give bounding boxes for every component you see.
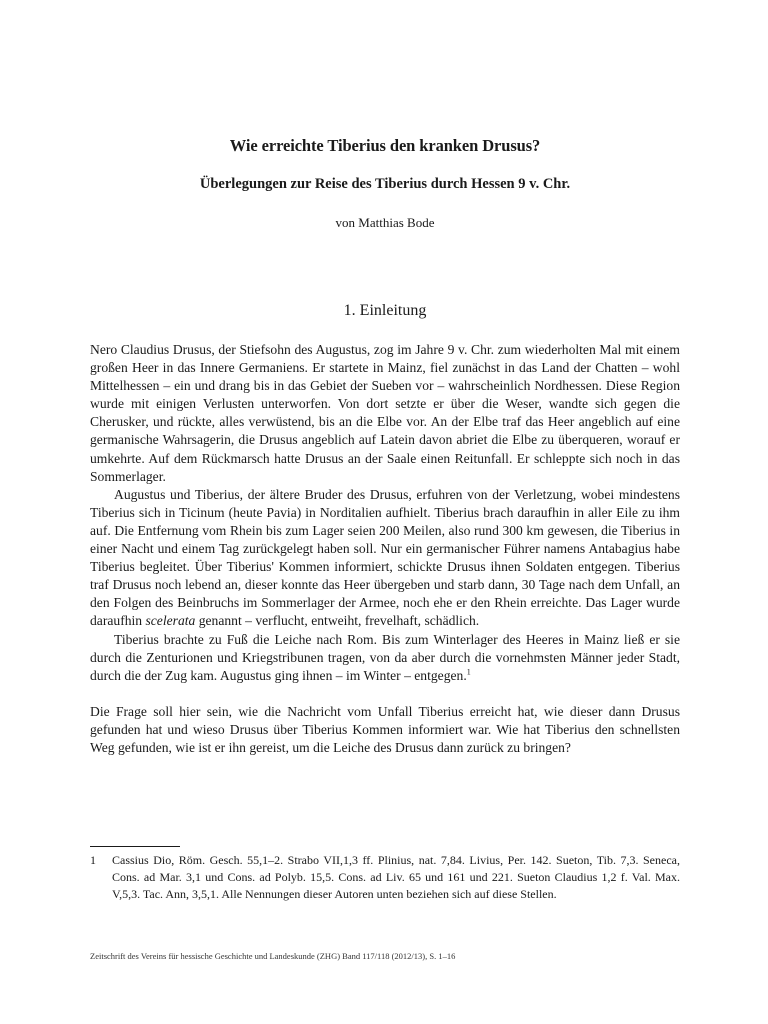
paragraph-3-text: Tiberius brachte zu Fuß die Leiche nach Rom. Bis zum Winterlager des Heeres in Mainz ließ er sie durch die Zenturionen und Kriegstribunen tragen, von da aber durch die vornehmsten Männer jeder Stadt, durch die der Zug kam. Augustus ging ihnen – im Winter – entgegen. — [90, 631, 680, 683]
journal-citation-footer: Zeitschrift des Vereins für hessische Geschichte und Landeskunde (ZHG) Band 117/118 (2012/13), S. 1–16 — [90, 951, 456, 961]
paragraph-1: Nero Claudius Drusus, der Stiefsohn des Augustus, zog im Jahre 9 v. Chr. zum wiederholten Mal mit einem großen Heer in das Innere Germaniens. Er startete in Mainz, fiel zunächst in das Land der Chatten – wohl Mittelhessen – ein und drang bis in das Gebiet der Sueben vor – wahrscheinlich Nordhessen. Diese Region wurde mit einigen Verlusten unterworfen. Von dort setzte er über die Weser, wandte sich gegen die Cherusker, und rückte, alles verwüstend, bis an die Elbe vor. An der Elbe traf das Heer angeblich auf eine germanische Wahrsagerin, die Drusus angeblich auf Latein davon abriet die Elbe zu überqueren, worauf er umkehrte. Auf dem Rückmarsch hatte Drusus an der Saale einen Reitunfall. Er schleppte sich noch in das Sommerlager. — [90, 342, 680, 484]
footnote — [90, 852, 680, 903]
footnote-text: Cassius Dio, Röm. Gesch. 55,1–2. Strabo VII,1,3 ff. Plinius, nat. 7,84. Livius, Per. 142. Sueton, Tib. 7,3. Seneca, Cons. ad Mar. 3,1 und Cons. ad Polyb. 15,5. Cons. ad Liv. 65 und 161 und 221. Sueton Claudius 1,2 f. Val. Max. V,5,3. Tac. Ann, 3,5,1. Alle Nennungen dieser Autoren unten beziehen sich auf diese Stellen. — [112, 853, 680, 901]
section-heading: 1. Einleitung — [343, 302, 427, 319]
footnote-reference[interactable]: 1 — [466, 667, 471, 677]
article-title: Wie erreichte Tiberius den kranken Drusus? — [229, 136, 541, 155]
paragraph-2 — [90, 486, 680, 631]
footnote-divider — [90, 846, 180, 847]
author-line: von Matthias Bode — [335, 215, 435, 230]
paragraph-2-italic-term: scelerata — [145, 613, 196, 629]
paragraph-2-text-b: genannt – verflucht, entweiht, frevelhaft, schädlich. — [195, 613, 480, 629]
paragraph-4: Die Frage soll hier sein, wie die Nachricht vom Unfall Tiberius erreicht hat, wie dieser dann Drusus gefunden hat und wieso Drusus über Tiberius Kommen informiert war. Wie hat Tiberius den schnellsten Weg gefunden, wie ist er ihn gereist, um die Leiche des Drusus dann zurück zu bringen? — [90, 703, 680, 755]
body-text — [90, 341, 680, 757]
paragraph-3 — [90, 631, 680, 685]
document-page — [90, 0, 680, 1024]
article-subtitle: Überlegungen zur Reise des Tiberius durch Hessen 9 v. Chr. — [199, 176, 571, 192]
paragraph-2-text-a: Augustus und Tiberius, der ältere Bruder des Drusus, erfuhren von der Verletzung, wobei mindestens Tiberius sich in Ticinum (heute Pavia) in Norditalien aufhielt. Tiberius brach daraufhin in aller Eile zu ihm auf. Die Entfernung vom Rhein bis zum Lager seien 200 Meilen, also rund 300 km gewesen, die Tiberius in einer Nacht und einem Tag zurückgelegt haben soll. Nur ein germanischer Führer namens Antabagius habe Tiberius begleitet. Über Tiberius' Kommen informiert, schickte Drusus ihnen Soldaten entgegen. Tiberius traf Drusus noch lebend an, dieser konnte das Heer übergeben und starb dann, 30 Tage nach dem Unfall, an den Folgen des Beinbruchs im Sommerlager der Armee, noch ehe er den Rhein erreichte. Das Lager wurde daraufhin — [90, 486, 680, 629]
footnote-number: 1 — [90, 853, 96, 867]
